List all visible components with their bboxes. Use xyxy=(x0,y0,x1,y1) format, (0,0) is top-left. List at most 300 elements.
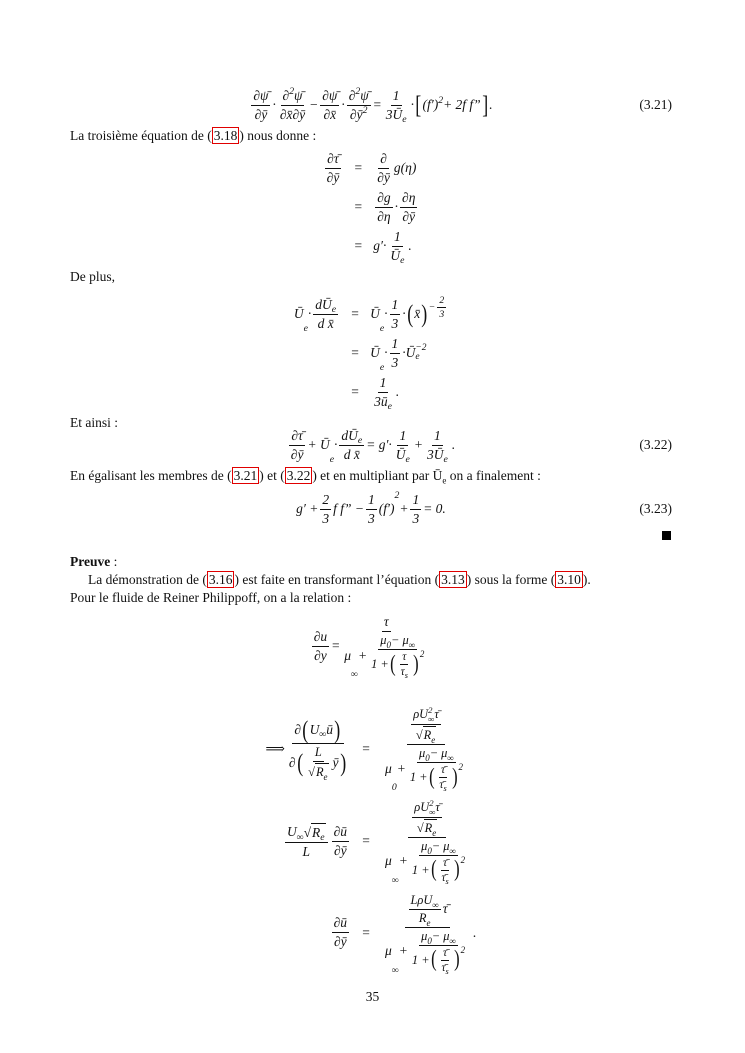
superscript xyxy=(461,945,465,955)
square-root xyxy=(304,823,326,841)
math-expression xyxy=(332,304,336,315)
numerator xyxy=(375,190,392,208)
parenthesized xyxy=(428,764,459,791)
math-text: ∂x̄ xyxy=(323,106,337,122)
math-expression xyxy=(368,492,375,508)
math-expression xyxy=(461,945,465,955)
math-expression xyxy=(412,492,419,508)
math-expression xyxy=(390,248,404,264)
fraction xyxy=(400,190,417,225)
subscript xyxy=(406,454,410,465)
subscript xyxy=(387,640,391,650)
math-text: dŪ xyxy=(315,296,332,312)
math-expression xyxy=(380,362,384,373)
numerator xyxy=(391,88,402,106)
math-expression xyxy=(421,929,456,944)
subscript xyxy=(330,454,334,465)
math-text: e xyxy=(357,434,363,446)
math-text: 2 xyxy=(439,294,445,306)
math-text: ∂ψ̄ xyxy=(322,87,338,103)
equation-rhs xyxy=(381,892,476,974)
denominator xyxy=(394,446,412,463)
math-expression xyxy=(327,170,340,186)
parenthesized xyxy=(406,301,429,327)
text-line: Pour le fluide de Reiner Philippoff, on a la relation : xyxy=(70,590,352,605)
math-expression xyxy=(394,490,399,501)
math-expression xyxy=(384,614,389,630)
text-et-ainsi: Et ainsi : xyxy=(70,415,118,430)
math-text: dŪ xyxy=(341,427,358,443)
math-expression xyxy=(392,965,399,976)
math-expression xyxy=(368,511,375,527)
equals-sign: = xyxy=(362,740,370,756)
fraction xyxy=(278,85,307,123)
math-text: ∂u xyxy=(313,628,328,644)
fraction xyxy=(342,614,430,678)
math-text: ∞ xyxy=(391,964,399,976)
radical-sign-icon: √ xyxy=(308,765,315,780)
close-bracket-icon: ) xyxy=(334,714,341,744)
math-text: (f′) xyxy=(422,97,439,112)
math-text: e xyxy=(387,400,392,412)
denominator xyxy=(425,446,450,463)
math-text: e xyxy=(431,735,436,745)
math-expression xyxy=(426,918,430,928)
math-text: . xyxy=(395,384,400,399)
math-expression xyxy=(427,936,431,946)
equation-ref-link[interactable]: 3.10 xyxy=(557,572,581,587)
open-bracket-icon: ( xyxy=(406,299,413,329)
math-text: U xyxy=(286,823,297,839)
numerator xyxy=(285,823,328,843)
subscript xyxy=(427,936,431,946)
math-expression xyxy=(349,104,368,123)
math-text: τ xyxy=(383,614,389,629)
math-expression xyxy=(402,209,415,225)
radicand xyxy=(423,726,437,743)
math-text: 1 + xyxy=(371,657,389,671)
math-text: − μ xyxy=(391,633,409,647)
superscript xyxy=(429,295,448,320)
math-text: ∂x̄∂ȳ xyxy=(279,106,306,122)
math-text: s xyxy=(445,876,449,886)
denominator xyxy=(390,354,401,371)
math-expression xyxy=(447,753,453,763)
math-expression xyxy=(334,915,347,931)
math-expression xyxy=(381,799,473,884)
denominator xyxy=(316,315,336,332)
math-expression xyxy=(385,746,467,791)
math-text: e xyxy=(402,113,407,125)
math-text: 2 xyxy=(419,649,425,659)
superscript: 2 xyxy=(429,798,434,809)
math-expression xyxy=(459,762,463,772)
math-expression xyxy=(330,915,351,950)
math-expression xyxy=(443,947,447,959)
numerator xyxy=(325,151,341,169)
equation-lhs xyxy=(323,151,344,186)
superscript xyxy=(438,95,443,106)
denominator xyxy=(287,744,349,783)
math-text: . xyxy=(473,925,477,941)
fraction xyxy=(410,492,421,527)
equation-rhs xyxy=(381,799,473,884)
math-text: e xyxy=(320,831,325,843)
equals-sign: = xyxy=(354,238,363,253)
math-text: 0 xyxy=(391,782,397,793)
math-text: − xyxy=(309,97,319,112)
fraction xyxy=(409,893,441,926)
subscript xyxy=(319,729,326,740)
open-bracket-icon: ( xyxy=(389,650,396,677)
math-text: ∂ȳ xyxy=(377,169,390,185)
fraction xyxy=(287,714,349,783)
math-expression xyxy=(402,190,415,206)
math-text: ∂g xyxy=(377,189,391,205)
math-expression xyxy=(432,828,436,838)
math-expression xyxy=(318,316,334,332)
math-expression xyxy=(405,671,408,680)
denominator xyxy=(278,106,307,123)
denominator xyxy=(439,961,450,974)
math-expression xyxy=(435,764,450,791)
math-expression xyxy=(377,209,390,225)
subscript xyxy=(388,401,392,412)
math-text: + xyxy=(357,647,368,663)
math-text: τ̄ xyxy=(439,779,444,791)
denominator xyxy=(384,106,409,123)
math-expression xyxy=(444,454,448,465)
numerator xyxy=(441,947,449,961)
math-expression xyxy=(438,95,443,106)
math-text: = 0. xyxy=(423,501,446,516)
subscript xyxy=(405,671,408,680)
math-expression xyxy=(304,323,308,334)
fraction xyxy=(388,229,406,264)
math-expression xyxy=(437,857,452,884)
math-expression xyxy=(392,297,399,313)
equation-lhs xyxy=(294,297,340,332)
denominator xyxy=(342,446,362,463)
subscript xyxy=(392,965,399,976)
math-text: − μ xyxy=(431,838,450,853)
superscript xyxy=(355,86,360,97)
math-text: ∂ȳ xyxy=(349,106,363,122)
fraction xyxy=(325,151,342,186)
denominator xyxy=(301,843,313,860)
math-text: τ̄ xyxy=(440,764,446,776)
numerator xyxy=(251,88,270,106)
math-expression xyxy=(397,651,412,678)
denominator xyxy=(375,208,392,225)
equation-ref-link[interactable]: 3.16 xyxy=(208,572,233,587)
numerator xyxy=(408,799,446,838)
math-expression xyxy=(348,85,369,104)
math-expression xyxy=(439,779,446,791)
math-expression xyxy=(402,114,406,125)
math-expression xyxy=(288,745,347,783)
superscript xyxy=(394,490,399,501)
denominator xyxy=(410,946,467,974)
math-text: ∞ xyxy=(447,753,454,763)
math-text: 1 + xyxy=(411,952,430,967)
denominator xyxy=(437,778,448,791)
fraction xyxy=(384,88,409,123)
subscript xyxy=(320,832,324,843)
math-text: τ̄ xyxy=(441,961,446,974)
math-expression xyxy=(380,633,415,648)
math-text: ∞ xyxy=(351,669,358,680)
math-text: . xyxy=(489,97,493,112)
denominator xyxy=(375,169,392,186)
math-expression xyxy=(425,753,429,763)
fraction xyxy=(312,629,329,664)
equals-sign: = xyxy=(362,924,370,940)
qed-square-icon xyxy=(662,531,671,540)
denominator xyxy=(414,725,438,743)
square-root xyxy=(308,763,328,783)
numerator xyxy=(409,893,441,910)
denominator xyxy=(400,208,417,225)
math-text: 0 xyxy=(386,640,391,650)
math-text: · xyxy=(384,345,388,360)
equation-rhs xyxy=(370,375,399,410)
math-expression xyxy=(334,843,347,859)
math-expression xyxy=(289,86,294,97)
math-text: g(η) xyxy=(393,160,417,175)
math-text: ∞ xyxy=(408,640,416,650)
close-bracket-icon: ) xyxy=(451,763,458,790)
math-expression xyxy=(315,297,336,313)
math-expression xyxy=(320,832,324,843)
math-text: 0 xyxy=(427,935,432,946)
denominator xyxy=(289,446,306,463)
numerator xyxy=(412,799,442,818)
math-text: ∂y xyxy=(314,647,327,663)
equation-ref-link[interactable]: 3.22 xyxy=(286,468,311,483)
math-text: ∂ȳ xyxy=(334,842,347,858)
close-bracket-icon: ) xyxy=(453,946,460,973)
denominator xyxy=(410,856,467,884)
math-expression xyxy=(374,394,392,410)
math-expression xyxy=(420,649,424,659)
numerator xyxy=(382,614,391,632)
math-expression xyxy=(380,323,384,334)
math-text: ȳ xyxy=(332,754,339,770)
math-expression xyxy=(314,648,327,664)
math-text: s xyxy=(445,966,449,976)
fraction xyxy=(285,823,328,860)
math-text: ∂ xyxy=(348,87,356,103)
math-text: − xyxy=(428,301,436,313)
math-expression xyxy=(392,355,399,371)
fraction xyxy=(313,297,338,332)
math-text: + xyxy=(396,760,406,776)
math-expression xyxy=(385,839,469,884)
proof-heading: Preuve : xyxy=(70,554,118,569)
numerator xyxy=(378,633,417,650)
math-text: 0 xyxy=(425,753,430,763)
equals-sign: = xyxy=(351,345,359,360)
math-text: 2 xyxy=(362,104,368,116)
math-text: 1 xyxy=(412,491,420,507)
math-expression xyxy=(294,297,340,332)
numerator xyxy=(332,824,349,842)
math-text: + Ū xyxy=(307,437,330,452)
math-expression xyxy=(402,651,406,663)
math-text: s xyxy=(404,671,408,680)
math-text: s xyxy=(443,784,447,793)
math-expression xyxy=(431,735,435,745)
equation-rhs xyxy=(370,336,426,371)
equation-lhs xyxy=(283,823,351,860)
math-expression xyxy=(370,336,426,371)
equals-sign: = xyxy=(354,160,363,175)
subscript xyxy=(431,735,435,745)
page-number: 35 xyxy=(365,989,380,1004)
subscript xyxy=(380,323,384,334)
math-expression xyxy=(371,651,424,678)
math-text: 1 xyxy=(368,491,375,507)
fraction xyxy=(437,764,448,791)
math-text: 1 xyxy=(392,87,400,103)
superscript: −2 xyxy=(415,343,427,354)
math-expression xyxy=(409,706,443,743)
math-text: · xyxy=(334,437,338,452)
radicand xyxy=(315,763,329,783)
math-expression xyxy=(265,714,352,783)
equals-sign: = xyxy=(354,199,363,214)
math-expression xyxy=(308,763,328,783)
radicand xyxy=(424,819,438,836)
math-expression xyxy=(449,846,455,856)
equation-ref-link[interactable]: 3.18 xyxy=(213,128,238,143)
equals-sign: = xyxy=(362,833,370,849)
superscript xyxy=(363,105,368,116)
numerator xyxy=(378,151,389,169)
math-expression xyxy=(334,824,347,840)
math-expression xyxy=(443,784,446,793)
math-expression xyxy=(407,893,448,926)
math-text: μ xyxy=(380,633,387,647)
denominator xyxy=(383,745,469,791)
math-expression xyxy=(334,934,347,950)
math-expression xyxy=(423,97,481,113)
denominator xyxy=(372,393,394,410)
open-bracket-icon: ( xyxy=(430,856,437,883)
math-text: + xyxy=(413,437,423,452)
radical-sign-icon: √ xyxy=(303,824,312,840)
math-expression xyxy=(410,764,463,791)
math-expression xyxy=(249,85,493,125)
numerator xyxy=(312,629,329,647)
math-expression xyxy=(388,401,392,412)
superscript xyxy=(459,762,463,772)
subscript xyxy=(297,832,304,843)
open-bracket-icon: ( xyxy=(296,748,303,778)
math-text: 3 xyxy=(322,510,330,526)
subscript xyxy=(380,362,384,373)
math-text: τ̄ xyxy=(434,707,439,722)
math-expression xyxy=(253,88,268,104)
math-text: 1 xyxy=(434,427,441,443)
math-text: 1 xyxy=(379,374,387,390)
math-expression xyxy=(315,745,322,760)
math-text: 1 xyxy=(391,335,399,351)
math-expression xyxy=(282,85,303,104)
subscript xyxy=(447,753,453,763)
math-expression xyxy=(421,839,456,854)
math-expression xyxy=(399,428,406,444)
math-expression xyxy=(441,872,448,884)
numerator xyxy=(405,893,450,928)
math-text: ∂ȳ xyxy=(334,934,347,950)
numerator xyxy=(407,706,445,745)
math-text: = xyxy=(331,638,341,653)
equation-number: (3.23) xyxy=(639,501,672,516)
denominator xyxy=(399,665,410,678)
math-text: Ū xyxy=(370,345,380,360)
numerator xyxy=(400,190,417,208)
equation-rhs xyxy=(373,190,419,225)
math-text: Ū xyxy=(390,247,401,263)
math-text: (f′) xyxy=(378,501,395,516)
math-expression xyxy=(315,765,328,783)
math-text: R xyxy=(423,728,432,742)
math-text: e xyxy=(405,453,410,465)
parenthesized xyxy=(389,651,420,678)
math-expression xyxy=(446,877,449,886)
math-text: 2 xyxy=(394,489,400,501)
numerator xyxy=(281,85,305,106)
math-expression xyxy=(322,492,329,508)
math-expression xyxy=(380,151,387,167)
math-expression xyxy=(310,614,433,678)
math-text: ∂η xyxy=(402,189,416,205)
math-text: + xyxy=(398,943,408,959)
math-expression xyxy=(296,489,446,527)
text-line: En égalisant les membres de ( 3.21 ) et ( 3.22 ) et en multipliant par $Ū_e$ on a finalement : xyxy=(70,468,541,486)
numerator xyxy=(400,651,408,665)
math-expression xyxy=(414,799,440,816)
subscript xyxy=(444,454,448,465)
subscript xyxy=(432,900,438,910)
math-expression xyxy=(291,428,303,444)
equation-rhs xyxy=(373,151,416,186)
math-expression xyxy=(377,190,390,206)
subscript xyxy=(400,255,404,266)
equation-ref-link[interactable]: 3.13 xyxy=(441,572,465,587)
math-expression xyxy=(441,962,448,974)
equation-rhs xyxy=(373,229,412,264)
fraction xyxy=(332,824,349,859)
equation-ref-link[interactable]: 3.21 xyxy=(233,468,258,483)
fraction xyxy=(347,85,371,123)
denominator xyxy=(366,510,377,527)
math-text: . xyxy=(408,238,412,253)
close-bracket-icon: ] xyxy=(481,90,488,120)
math-text: ⟹ xyxy=(265,740,285,756)
math-text: 3 xyxy=(439,308,445,320)
equation-rhs xyxy=(370,294,448,334)
subscript xyxy=(358,435,362,446)
subscript xyxy=(402,114,406,125)
math-text: U xyxy=(309,721,320,737)
math-expression xyxy=(280,107,305,123)
numerator xyxy=(411,706,441,725)
math-text: τ̄ xyxy=(435,800,440,814)
fraction xyxy=(394,428,412,463)
